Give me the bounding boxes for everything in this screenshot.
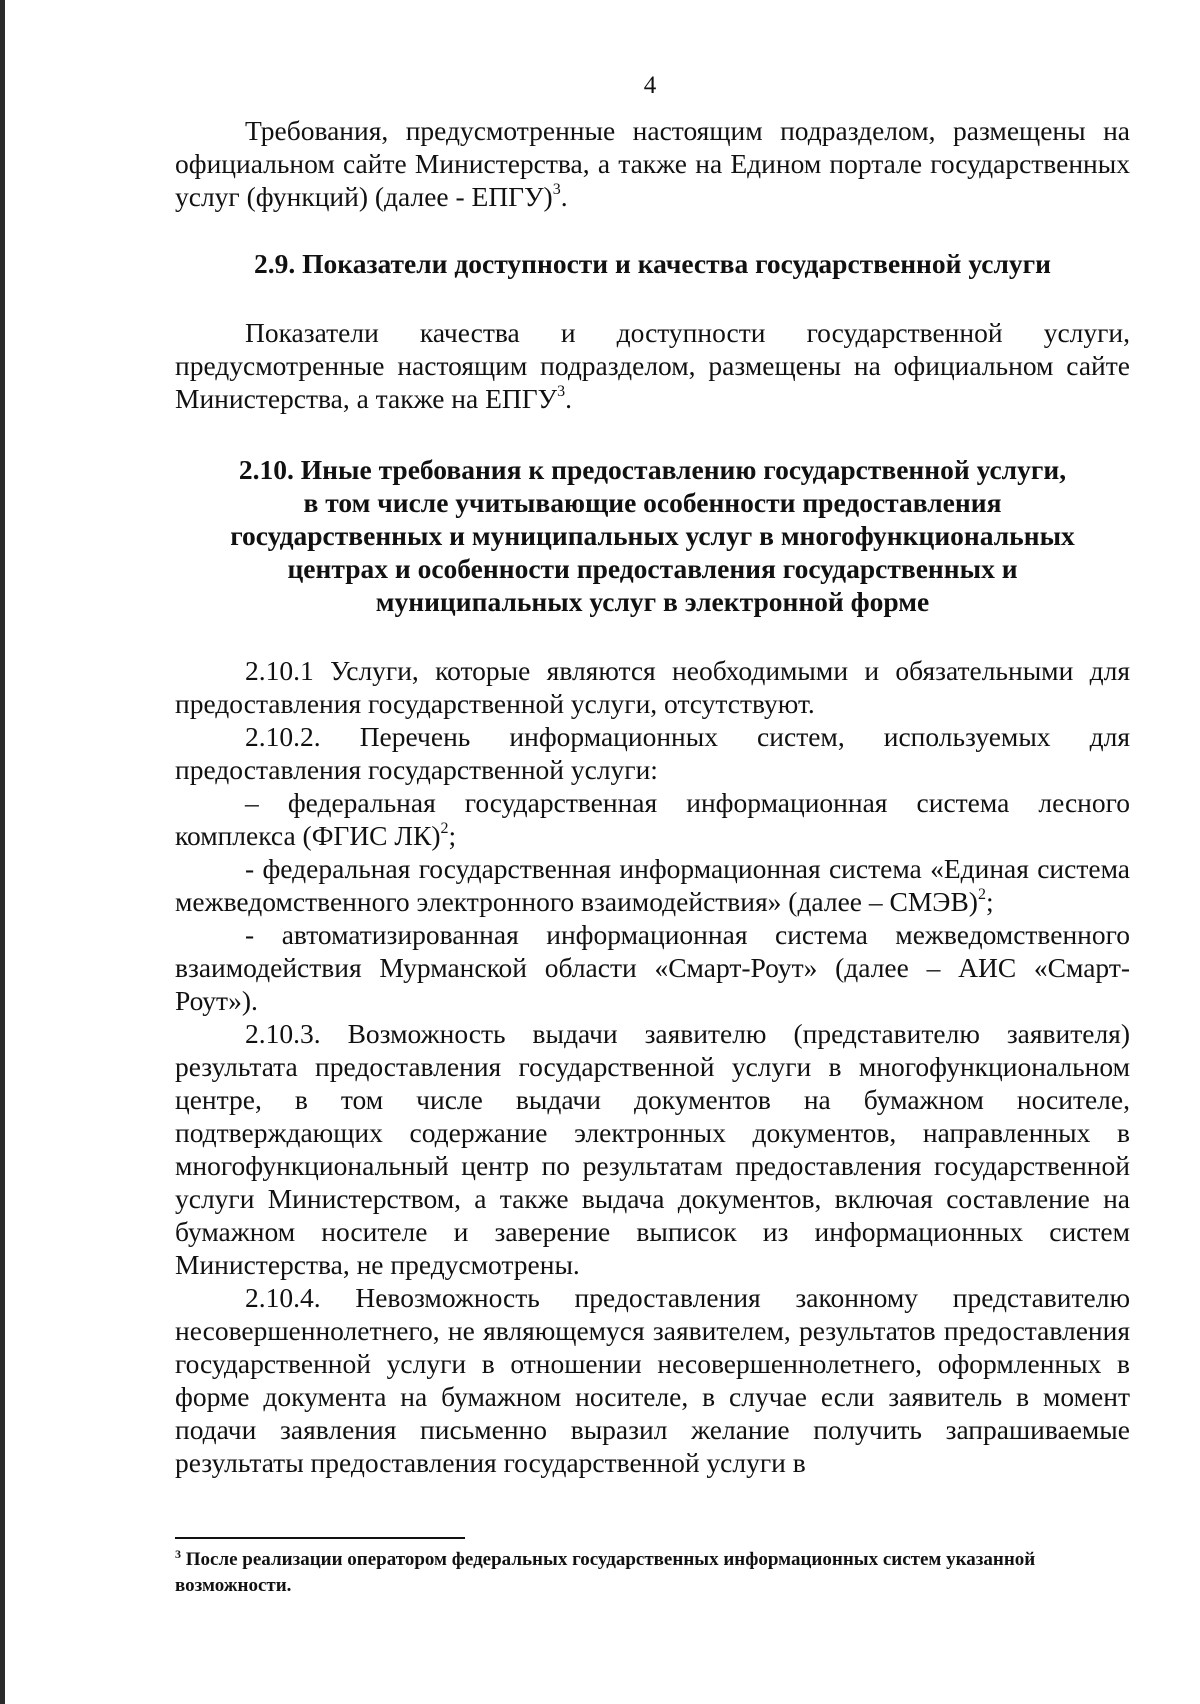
section-heading-2-10 — [175, 453, 1130, 618]
heading-line: государственных и муниципальных услуг в многофункциональных — [230, 520, 1075, 551]
list-item-end: ; — [985, 886, 994, 917]
list-item-fgis-lk — [175, 786, 1130, 852]
footnote — [175, 1547, 1055, 1599]
document-body — [175, 114, 1130, 1479]
scan-left-edge — [0, 0, 5, 1704]
footnote-ref: 3 — [552, 181, 561, 198]
heading-line: центрах и особенности предоставления государственных и — [287, 553, 1018, 584]
footnote-separator — [175, 1537, 465, 1539]
paragraph-2-10-4: 2.10.4. Невозможность предоставления законному представителю несовершеннолетнего, не являющемуся заявителем, результатов предоставления государственной услуги в отношении несовершеннолетнего, оформленных в форме документа на бумажном носителе, в случае если заявитель в момент подачи заявления письменно выразил желание получить запрашиваемые результаты предоставления государственной услуги в — [175, 1282, 1130, 1478]
paragraph-text: Показатели качества и доступности государственной услуги, предусмотренные настоящим подразделом, размещены на официальном сайте Министерства, а также на ЕПГУ — [175, 317, 1130, 414]
heading-line: муниципальных услуг в электронной форме — [375, 586, 930, 617]
paragraph-indicators — [175, 316, 1130, 415]
paragraph-requirements — [175, 114, 1130, 213]
list-item-text: - федеральная государственная информационная система «Единая система межведомственного электронного взаимодействия» (далее – СМЭВ) — [175, 853, 1130, 917]
section-heading-2-9: 2.9. Показатели доступности и качества государственной услуги — [254, 248, 1051, 279]
footnote-ref: 3 — [557, 383, 566, 400]
footnote-marker: 3 — [175, 1547, 181, 1561]
paragraph-text: Требования, предусмотренные настоящим подразделом, размещены на официальном сайте Министерства, а также на Едином портале государственных услуг (функций) (далее - ЕПГУ) — [175, 115, 1130, 212]
footnote-ref: 2 — [440, 820, 449, 837]
heading-line: 2.10. Иные требования к предоставлению государственной услуги, — [238, 454, 1067, 485]
list-item-text: – федеральная государственная информационная система лесного комплекса (ФГИС ЛК) — [175, 787, 1130, 851]
paragraph-2-10-3: 2.10.3. Возможность выдачи заявителю (представителю заявителя) результата предоставления государственной услуги в многофункциональном центре, в том числе выдачи документов на бумажном носителе, подтверждающих содержание электронных документов, направленных в многофункциональный центр по результатам предоставления государственной услуги Министерством, а также выдача документов, включая составление на бумажном носителе и заверение выписок из информационных систем Министерства, не предусмотрены. — [175, 1018, 1130, 1280]
paragraph-end: . — [565, 383, 573, 414]
list-item-smart-route: - автоматизированная информационная система межведомственного взаимодействия Мурманской области «Смарт-Роут» (далее – АИС «Смарт-Роут»). — [175, 919, 1130, 1016]
list-item-end: ; — [448, 820, 457, 851]
paragraph-2-10-2: 2.10.2. Перечень информационных систем, используемых для предоставления государственной услуги: — [175, 721, 1130, 785]
paragraph-2-10-1: 2.10.1 Услуги, которые являются необходимыми и обязательными для предоставления государственной услуги, отсутствуют. — [175, 655, 1130, 719]
footnote-ref: 2 — [977, 886, 986, 903]
list-item-smev — [175, 852, 1130, 918]
page-number: 4 — [643, 72, 657, 99]
paragraph-end: . — [560, 181, 568, 212]
footnote-text: После реализации оператором федеральных государственных информационных систем указанной возможности. — [175, 1549, 1036, 1596]
heading-line: в том числе учитывающие особенности предоставления — [303, 487, 1002, 518]
